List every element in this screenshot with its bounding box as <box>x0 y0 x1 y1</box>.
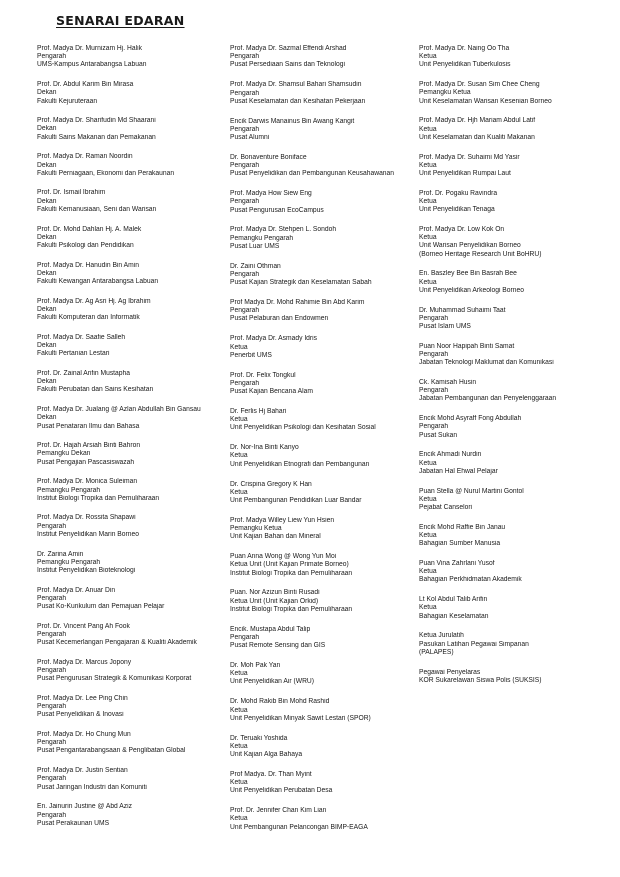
recipient-entry <box>37 226 227 251</box>
recipient-detail: Pengarah <box>37 703 67 711</box>
recipient-entry <box>419 632 614 657</box>
recipient-detail: Unit Warisan Penyelidikan Borneo <box>419 242 521 250</box>
recipient-name: Pegawai Penyelaras <box>419 668 481 676</box>
recipient-entry <box>419 669 614 685</box>
recipient-detail: Fakulti Komputeran dan Informatik <box>37 314 140 322</box>
recipient-detail: Pemangku Pengarah <box>37 558 101 566</box>
recipient-name: Prof. Dr. Pogaku Ravindra <box>419 189 498 197</box>
recipient-detail: Ketua <box>419 125 437 133</box>
recipient-detail: Ketua Unit (Unit Kajian Orkid) <box>230 597 319 605</box>
recipient-detail: Ketua <box>419 568 437 576</box>
recipient-name: Dr. Teruaki Yoshida <box>230 734 288 742</box>
recipient-entry <box>230 154 420 179</box>
recipient-entry <box>37 406 227 431</box>
recipient-name: Dr. Nor-Ina Binti Kanyo <box>230 444 299 452</box>
recipient-name: Prof. Madya Dr. Shamsul Bahari Shamsudin <box>230 81 362 89</box>
recipient-detail: Dekan <box>37 89 57 97</box>
recipient-entry <box>37 514 227 539</box>
recipient-name: Prof. Madya Dr. Sazmal Effendi Arshad <box>230 45 347 52</box>
recipient-detail: Institut Penyelidikan Marin Borneo <box>37 530 139 538</box>
recipient-entry <box>419 270 614 295</box>
recipient-name: Prof. Dr. Ismail Ibrahim <box>37 189 106 197</box>
recipient-detail: Pemangku Pengarah <box>37 486 101 494</box>
recipient-entry <box>230 444 420 469</box>
recipient-name: Dr. Ferlis Hj Bahari <box>230 407 287 415</box>
recipient-entry <box>419 451 614 476</box>
recipient-name: Prof. Madya Dr. Anuar Din <box>37 586 116 594</box>
recipient-detail: Penerbit UMS <box>230 351 272 359</box>
recipient-detail: Pejabat Canselori <box>419 504 473 512</box>
recipient-entry <box>230 481 420 506</box>
recipient-entry <box>230 626 420 651</box>
recipient-detail: Pusat Penataran Ilmu dan Bahasa <box>37 422 140 430</box>
recipient-entry <box>419 226 614 259</box>
recipient-detail: Unit Penyelidikan Tenaga <box>419 206 495 214</box>
recipient-name: Dr. Crispina Gregory K Han <box>230 480 312 488</box>
recipient-name: Prof. Madya Dr. Raman Noordin <box>37 153 133 161</box>
recipient-name: Prof Madya. Dr. Than Myint <box>230 770 312 778</box>
recipient-name: En. Jainurin Justine @ Abd Aziz <box>37 803 132 811</box>
recipient-detail: Unit Kajian Alga Bahaya <box>230 751 303 759</box>
recipient-detail: Pengarah <box>230 53 260 61</box>
recipient-detail: Pusat Sukan <box>419 431 458 439</box>
recipient-detail: Ketua <box>419 532 437 540</box>
recipient-name: Puan Stella @ Nurul Martini Gontol <box>419 487 524 495</box>
recipient-entry <box>37 45 227 70</box>
recipient-detail: Unit Penyelidikan Tuberkulosis <box>419 61 511 69</box>
recipient-entry <box>230 190 420 215</box>
recipient-detail: Pengarah <box>230 125 260 133</box>
recipient-detail: Pengarah <box>37 811 67 819</box>
recipient-name: Prof. Madya Dr. Jualang @ Azlan Abdullah Bin Gansau <box>37 406 201 414</box>
recipient-name: Encik Mohd Asyraff Fong Abdullah <box>419 415 522 423</box>
recipient-name: Ketua Jurulatih <box>419 632 464 640</box>
recipient-entry <box>230 372 420 397</box>
recipient-detail: Unit Kajian Bahan dan Mineral <box>230 533 321 541</box>
recipient-name: Dr. Bonaventure Boniface <box>230 153 307 161</box>
recipient-detail: Pengarah <box>37 594 67 602</box>
recipient-detail: Unit Penyelidikan Air (WRU) <box>230 678 315 686</box>
recipient-detail: Pusat Kecemerlangan Pengajaran & Kualiti Akademik <box>37 639 197 647</box>
recipient-name: Ck. Kamisah Husin <box>419 379 477 387</box>
recipient-detail: Ketua <box>230 452 248 460</box>
recipient-name: Puan Anna Wong @ Wong Yun Moi <box>230 553 337 561</box>
recipient-detail: Ketua <box>419 459 437 467</box>
column-middle <box>230 45 420 844</box>
recipient-detail: Dekan <box>37 269 57 277</box>
recipient-detail: Bahagian Perkhidmatan Akademik <box>419 576 522 584</box>
recipient-entry <box>37 189 227 214</box>
recipient-name: Prof. Madya Dr. Rossita Shapawi <box>37 514 136 522</box>
recipient-name: Prof. Madya Willey Liew Yun Hsien <box>230 516 335 524</box>
recipient-detail: Ketua <box>230 779 248 787</box>
recipient-detail: Dekan <box>37 378 57 386</box>
recipient-entry <box>37 262 227 287</box>
recipient-detail: Unit Penyelidikan Psikologi dan Kesihatan Sosial <box>230 424 376 432</box>
recipient-name: Encik Darwis Manainus Bin Awang Kangit <box>230 117 355 125</box>
recipient-entry <box>37 442 227 467</box>
recipient-name: Prof. Madya How Siew Eng <box>230 190 312 198</box>
recipient-detail: Pusat Keselamatan dan Kesihatan Pekerjaan <box>230 97 366 105</box>
recipient-detail: Dekan <box>37 161 57 169</box>
recipient-entry <box>37 334 227 359</box>
recipient-detail: Pengarah <box>419 387 449 395</box>
recipient-name: Prof. Madya Dr. Sharifudin Md Shaarani <box>37 117 156 125</box>
recipient-entry <box>419 81 614 106</box>
recipient-detail: Pengarah <box>230 198 260 206</box>
recipient-name: Prof. Dr. Abdul Karim Bin Mirasa <box>37 81 134 89</box>
recipient-entry <box>230 807 420 832</box>
recipient-entry <box>37 587 227 612</box>
recipient-detail: Unit Penyelidikan Arkeologi Borneo <box>419 286 524 294</box>
recipient-detail: Pusat Pengurusan Strategik & Komunikasi Korporat <box>37 675 192 683</box>
recipient-detail: Pusat Pelaburan dan Endowmen <box>230 315 329 323</box>
recipient-detail: Fakulti Kemanusiaan, Seni dan Warisan <box>37 205 157 213</box>
recipient-detail: Bahagian Keselamatan <box>419 612 489 620</box>
recipient-name: Dr. Muhammad Suhaimi Taat <box>419 306 506 314</box>
recipient-detail: Pengarah <box>230 162 260 170</box>
recipient-detail: Ketua <box>419 198 437 206</box>
recipient-detail: Dekan <box>37 305 57 313</box>
recipient-name: Prof. Madya Dr. Hanudin Bin Amin <box>37 261 139 269</box>
recipient-detail: Ketua <box>230 815 248 823</box>
recipient-entry <box>419 596 614 621</box>
recipient-detail: Pusat Penyelidikan dan Pembangunan Keusahawanan <box>230 170 395 178</box>
recipient-detail: Pusat Pengantarabangsaan & Penglibatan Global <box>37 747 186 755</box>
recipient-detail: Ketua <box>419 604 437 612</box>
recipient-detail: Pemangku Ketua <box>230 525 282 533</box>
recipient-entry <box>37 551 227 576</box>
recipient-name: Prof. Madya Dr. Ag Asri Hj. Ag Ibrahim <box>37 297 151 305</box>
recipient-name: Prof. Dr. Mohd Dahlan Hj. A. Malek <box>37 225 142 233</box>
recipient-detail: Ketua <box>230 706 248 714</box>
recipient-detail: Unit Keselamatan Warisan Kesenian Borneo <box>419 97 552 105</box>
recipient-detail: Ketua <box>230 488 248 496</box>
recipient-detail: Dekan <box>37 342 57 350</box>
recipient-detail: Institut Biologi Tropika dan Pemuliharaan <box>230 605 353 613</box>
recipient-detail: Pengarah <box>37 630 67 638</box>
recipient-detail: Pengarah <box>230 633 260 641</box>
recipient-entry <box>37 117 227 142</box>
recipient-entry <box>419 117 614 142</box>
recipient-detail: Dekan <box>37 233 57 241</box>
recipient-detail: Pusat Penyelidikan & Inovasi <box>37 711 124 719</box>
column-right <box>419 45 614 697</box>
recipient-entry <box>230 517 420 542</box>
recipient-detail: Ketua <box>230 416 248 424</box>
recipient-detail: Bahagian Sumber Manusia <box>419 540 501 548</box>
recipient-detail: Fakulti Pertanian Lestari <box>37 350 110 358</box>
recipient-name: Prof. Madya Dr. Murnizam Hj. Halik <box>37 45 142 52</box>
recipient-detail: Pengarah <box>37 522 67 530</box>
recipient-name: Prof. Madya Dr. Suhaimi Md Yasir <box>419 153 520 161</box>
recipient-detail: Pusat Kajian Bencana Alam <box>230 388 313 396</box>
recipient-entry <box>37 767 227 792</box>
recipient-name: Encik Mohd Raffie Bin Janau <box>419 523 506 531</box>
recipient-entry <box>419 415 614 440</box>
recipient-entry <box>419 154 614 179</box>
recipient-detail: Pengarah <box>37 53 67 61</box>
recipient-entry <box>419 560 614 585</box>
recipient-name: Prof. Madya Dr. Stehpen L. Sondoh <box>230 226 337 234</box>
recipient-detail: Pusat Jaringan Industri dan Komuniti <box>37 783 147 791</box>
recipient-detail: Fakulti Kewangan Antarabangsa Labuan <box>37 278 159 286</box>
recipient-entry <box>230 118 420 143</box>
recipient-name: Dr. Zaini Othman <box>230 262 281 270</box>
recipient-name: Prof. Madya Dr. Ho Chung Mun <box>37 731 131 739</box>
recipient-entry <box>419 488 614 513</box>
recipient-entry <box>230 735 420 760</box>
recipient-detail: Fakulti Kejuruteraan <box>37 97 98 105</box>
recipient-name: Prof. Madya Dr. Lee Ping Chin <box>37 694 128 702</box>
recipient-name: Prof. Madya Dr. Hjh Mariam Abdul Latif <box>419 117 536 125</box>
recipient-detail: Institut Penyelidikan Bioteknologi <box>37 566 136 574</box>
recipient-entry <box>230 263 420 288</box>
recipient-entry <box>230 45 420 70</box>
recipient-entry <box>230 299 420 324</box>
recipient-detail: Jabatan Hal Ehwal Pelajar <box>419 467 498 475</box>
recipient-detail: Ketua <box>230 742 248 750</box>
recipient-detail: Pengarah <box>37 775 67 783</box>
recipient-detail: Unit Pembangunan Pelancongan BIMP-EAGA <box>230 823 368 831</box>
recipient-detail: Jabatan Pembangunan dan Penyelenggaraan <box>419 395 557 403</box>
recipient-entry <box>37 731 227 756</box>
recipient-detail: Ketua <box>419 234 437 242</box>
recipient-detail: Pengarah <box>230 307 260 315</box>
recipient-detail: Unit Pembangunan Pendidikan Luar Bandar <box>230 496 362 504</box>
recipient-detail: Ketua <box>230 670 248 678</box>
page-title: SENARAI EDARAN <box>56 13 185 28</box>
recipient-entry <box>230 662 420 687</box>
recipient-entry <box>230 698 420 723</box>
recipient-detail: UMS-Kampus Antarabangsa Labuan <box>37 61 147 69</box>
recipient-detail: Pengarah <box>37 739 67 747</box>
recipient-name: Prof. Madya Dr. Justin Sentian <box>37 767 128 775</box>
recipient-name: Prof. Madya Dr. Marcus Jopony <box>37 658 132 666</box>
recipient-detail: Pusat Alumni <box>230 134 270 141</box>
recipient-entry <box>230 589 420 614</box>
recipient-entry <box>419 524 614 549</box>
recipient-detail: Unit Penyelidikan Minyak Sawit Lestari (SPOR) <box>230 714 371 722</box>
recipient-detail: Dekan <box>37 414 57 422</box>
recipient-detail: Pusat Luar UMS <box>230 242 280 250</box>
recipient-name: Prof. Madya Dr. Saafie Salleh <box>37 333 126 341</box>
recipient-detail: Pusat Ko-Kurikulum dan Pemajuan Pelajar <box>37 603 165 611</box>
recipient-name: Prof. Dr. Jennifer Chan Kim Lian <box>230 807 327 815</box>
recipient-entry <box>37 81 227 106</box>
recipient-entry <box>230 226 420 251</box>
recipient-entry <box>37 298 227 323</box>
recipient-detail: Pemangku Pengarah <box>230 234 294 242</box>
recipient-name: Lt Kol Abdul Talib Arifin <box>419 596 488 604</box>
recipient-detail: Pusat Perakaunan UMS <box>37 819 110 827</box>
recipient-detail: Pemangku Ketua <box>419 89 471 97</box>
recipient-name: Prof. Dr. Hajah Arsiah Binti Bahron <box>37 442 141 450</box>
recipient-entry <box>37 803 227 828</box>
recipient-entry <box>37 370 227 395</box>
recipient-detail: Pusat Kajian Strategik dan Keselamatan Sabah <box>230 279 372 287</box>
recipient-detail: Pengarah <box>419 351 449 359</box>
recipient-detail: Pasukan Latihan Pegawai Simpanan <box>419 640 529 648</box>
recipient-entry <box>230 335 420 360</box>
recipient-detail: (PALAPES) <box>419 648 454 656</box>
recipient-detail: Pusat Pengurusan EcoCampus <box>230 206 324 214</box>
recipient-detail: Pengarah <box>419 314 449 322</box>
recipient-detail: Ketua <box>419 161 437 169</box>
recipient-detail: Unit Penyelidikan Etnografi dan Pembangunan <box>230 460 370 468</box>
recipient-name: Puan Vina Zahrlani Yusof <box>419 560 495 568</box>
recipient-entry <box>419 343 614 368</box>
recipient-name: Prof. Dr. Zainal Arifin Mustapha <box>37 369 131 377</box>
recipient-detail: Ketua <box>230 343 248 351</box>
recipient-name: Prof. Madya Dr. Asmady Idris <box>230 335 318 343</box>
column-left <box>37 45 227 839</box>
recipient-entry <box>230 408 420 433</box>
recipient-detail: Pemangku Dekan <box>37 450 91 458</box>
recipient-entry <box>37 478 227 503</box>
recipient-entry <box>419 379 614 404</box>
recipient-entry <box>37 659 227 684</box>
recipient-entry <box>419 190 614 215</box>
recipient-detail: Pusat Persediaan Sains dan Teknologi <box>230 61 345 69</box>
recipient-entry <box>419 307 614 332</box>
recipient-name: Prof. Dr. Vincent Pang Ah Fook <box>37 622 130 630</box>
recipient-detail: Institut Biologi Tropika dan Pemuliharaan <box>230 569 353 577</box>
recipient-detail: Fakulti Perubatan dan Sains Kesihatan <box>37 386 154 394</box>
recipient-detail: Unit Penyelidikan Perubatan Desa <box>230 787 333 795</box>
recipient-entry <box>230 81 420 106</box>
recipient-detail: Ketua Unit (Unit Kajian Primate Borneo) <box>230 561 349 569</box>
recipient-detail: Unit Keselamatan dan Kualiti Makanan <box>419 133 535 141</box>
recipient-entry <box>37 153 227 178</box>
recipient-detail: Dekan <box>37 197 57 205</box>
recipient-entry <box>230 771 420 796</box>
recipient-name: Prof Madya Dr. Mohd Rahimie Bin Abd Karim <box>230 299 365 307</box>
recipient-detail: Fakulti Psikologi dan Pendidikan <box>37 241 134 249</box>
recipient-name: Encik. Mustapa Abdul Talip <box>230 625 311 633</box>
recipient-entry <box>230 553 420 578</box>
recipient-entry <box>419 45 614 70</box>
recipient-detail: KOR Sukarelawan Siswa Polis (SUKSIS) <box>419 676 542 684</box>
recipient-detail: Pusat Pengajian Pascasiswazah <box>37 458 135 466</box>
recipient-entry <box>37 695 227 720</box>
recipient-detail: Pengarah <box>230 379 260 387</box>
recipient-name: Puan. Nor Azizun Binti Rusadi <box>230 589 320 597</box>
recipient-detail: Jabatan Teknologi Maklumat dan Komunikasi <box>419 359 554 367</box>
recipient-detail: Pengarah <box>230 270 260 278</box>
recipient-detail: Dekan <box>37 125 57 133</box>
recipient-name: Dr. Zarina Amin <box>37 550 84 558</box>
recipient-name: Dr. Moh Pak Yan <box>230 662 281 670</box>
recipient-name: Prof. Madya Dr. Monica Suleiman <box>37 478 138 486</box>
recipient-detail: Pusat Islam UMS <box>419 323 471 331</box>
recipient-detail: Pusat Remote Sensing dan GIS <box>230 642 326 650</box>
recipient-name: Dr. Mohd Rakib Bin Mohd Rashid <box>230 698 330 706</box>
recipient-detail: Pengarah <box>419 423 449 431</box>
recipient-detail: (Borneo Heritage Research Unit BoHRU) <box>419 250 542 258</box>
recipient-detail: Ketua <box>419 495 437 503</box>
recipient-name: Prof. Madya Dr. Low Kok On <box>419 226 505 234</box>
recipient-detail: Unit Penyelidikan Rumpai Laut <box>419 170 511 178</box>
recipient-name: Prof. Madya Dr. Susan Sim Chee Cheng <box>419 81 540 89</box>
recipient-name: Prof. Dr. Felix Tongkul <box>230 371 296 379</box>
recipient-name: Prof. Madya Dr. Naing Oo Tha <box>419 45 510 52</box>
recipient-name: Encik Ahmadi Nurdin <box>419 451 482 459</box>
recipient-name: En. Baszley Bee Bin Basrah Bee <box>419 270 517 278</box>
recipient-detail: Ketua <box>419 278 437 286</box>
recipient-entry <box>37 623 227 648</box>
recipient-detail: Fakulti Sains Makanan dan Pemakanan <box>37 133 156 141</box>
recipient-detail: Pengarah <box>37 667 67 675</box>
recipient-name: Puan Noor Hapipah Binti Samat <box>419 342 515 350</box>
recipient-detail: Fakulti Perniagaan, Ekonomi dan Perakaunan <box>37 169 175 177</box>
recipient-detail: Institut Biologi Tropika dan Pemuliharaan <box>37 494 160 502</box>
recipient-detail: Pengarah <box>230 89 260 97</box>
recipient-detail: Ketua <box>419 53 437 61</box>
